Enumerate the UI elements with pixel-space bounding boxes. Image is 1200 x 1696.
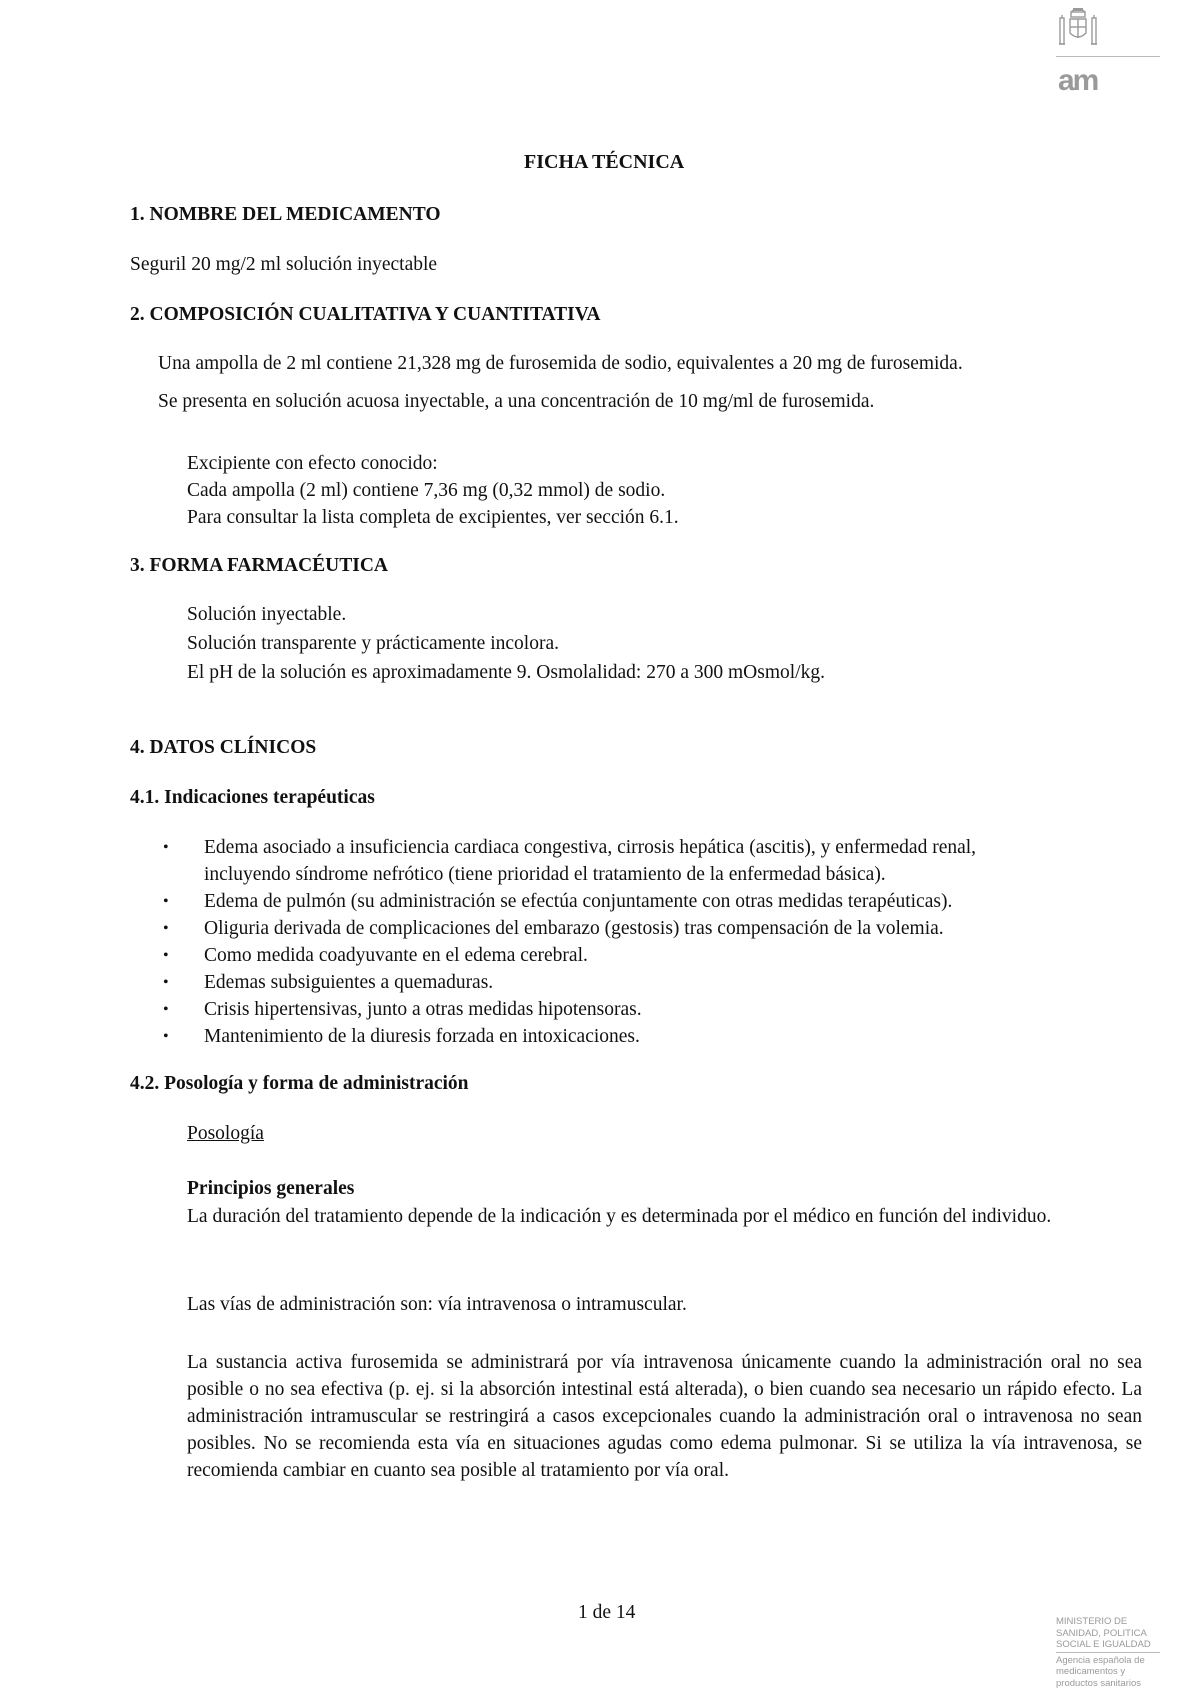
excipient-title: Excipiente con efecto conocido:	[187, 453, 438, 474]
document-title: FICHA TÉCNICA	[524, 151, 685, 173]
list-item: • Como medida coadyuvante en el edema cerebral.	[163, 945, 588, 966]
form-line-3: El pH de la solución es aproximadamente 9. Osmolalidad: 270 a 300 mOsmol/kg.	[187, 662, 825, 683]
section-4-heading: 4. DATOS CLÍNICOS	[130, 737, 317, 758]
excipient-reference: Para consultar la lista completa de excipientes, ver sección 6.1.	[187, 507, 679, 528]
form-line-1: Solución inyectable.	[187, 604, 347, 625]
paragraph-routes: Las vías de administración son: vía intravenosa o intramuscular.	[187, 1294, 687, 1315]
form-line-2: Solución transparente y prácticamente incolora.	[187, 633, 559, 654]
section-3-heading: 3. FORMA FARMACÉUTICA	[130, 555, 388, 576]
list-item: • Mantenimiento de la diuresis forzada en intoxicaciones.	[163, 1026, 640, 1047]
section-4-2-heading: 4.2. Posología y forma de administración	[130, 1073, 469, 1094]
coat-of-arms-icon	[1056, 6, 1100, 56]
section-4-1-heading: 4.1. Indicaciones terapéuticas	[130, 787, 375, 808]
list-item: • Edema de pulmón (su administración se efectúa conjuntamente con otras medidas terapéuticas).	[163, 891, 953, 912]
agency-logo: am	[1058, 64, 1098, 97]
paragraph-iv-use: La sustancia activa furosemida se administrará por vía intravenosa únicamente cuando la administración oral no sea posible o no sea efectiva (p. ej. si la absorción intestinal está alterada), o bien cuando sea necesario un rápido efecto. La administración intramuscular se restringirá a casos excepcionales cuando la administración oral o intravenosa no sean posibles. No se recomienda esta vía en situaciones agudas como edema pulmonar. Si se utiliza la vía intravenosa, se recomienda cambiar en cuanto sea posible al tratamiento por vía oral.	[187, 1352, 1142, 1481]
page-number: 1 de 14	[578, 1602, 636, 1623]
ministry-footer-logo: MINISTERIO DE SANIDAD, POLITICA SOCIAL E IGUALDAD Agencia española de medicamentos y productos sanitarios	[1056, 1616, 1186, 1689]
footer-logo-divider	[1056, 1652, 1160, 1653]
list-item: • Edema asociado a insuficiencia cardiaca congestiva, cirrosis hepática (ascitis), y enfermedad renal, incluyendo síndrome nefrótico (tiene prioridad el tratamiento de la enfermedad básica).	[163, 837, 977, 885]
product-name: Seguril 20 mg/2 ml solución inyectable	[130, 254, 438, 275]
list-item: • Oliguria derivada de complicaciones del embarazo (gestosis) tras compensación de la volemia.	[163, 918, 944, 939]
list-item: • Edemas subsiguientes a quemaduras.	[163, 972, 494, 993]
posologia-subheading: Posología	[187, 1123, 264, 1144]
principios-subheading: Principios generales	[187, 1178, 355, 1199]
logo-divider	[1056, 56, 1160, 57]
composition-line-2: Se presenta en solución acuosa inyectable, a una concentración de 10 mg/ml de furosemida.	[158, 391, 875, 412]
composition-line-1: Una ampolla de 2 ml contiene 21,328 mg de furosemida de sodio, equivalentes a 20 mg de furosemida.	[158, 353, 963, 374]
paragraph-duration: La duración del tratamiento depende de la indicación y es determinada por el médico en función del individuo.	[187, 1206, 1052, 1227]
excipient-line: Cada ampolla (2 ml) contiene 7,36 mg (0,32 mmol) de sodio.	[187, 480, 666, 501]
section-1-heading: 1. NOMBRE DEL MEDICAMENTO	[130, 204, 441, 225]
section-2-heading: 2. COMPOSICIÓN CUALITATIVA Y CUANTITATIVA	[130, 304, 601, 325]
indications-list	[163, 834, 1103, 1050]
list-item: • Crisis hipertensivas, junto a otras medidas hipotensoras.	[163, 999, 642, 1020]
